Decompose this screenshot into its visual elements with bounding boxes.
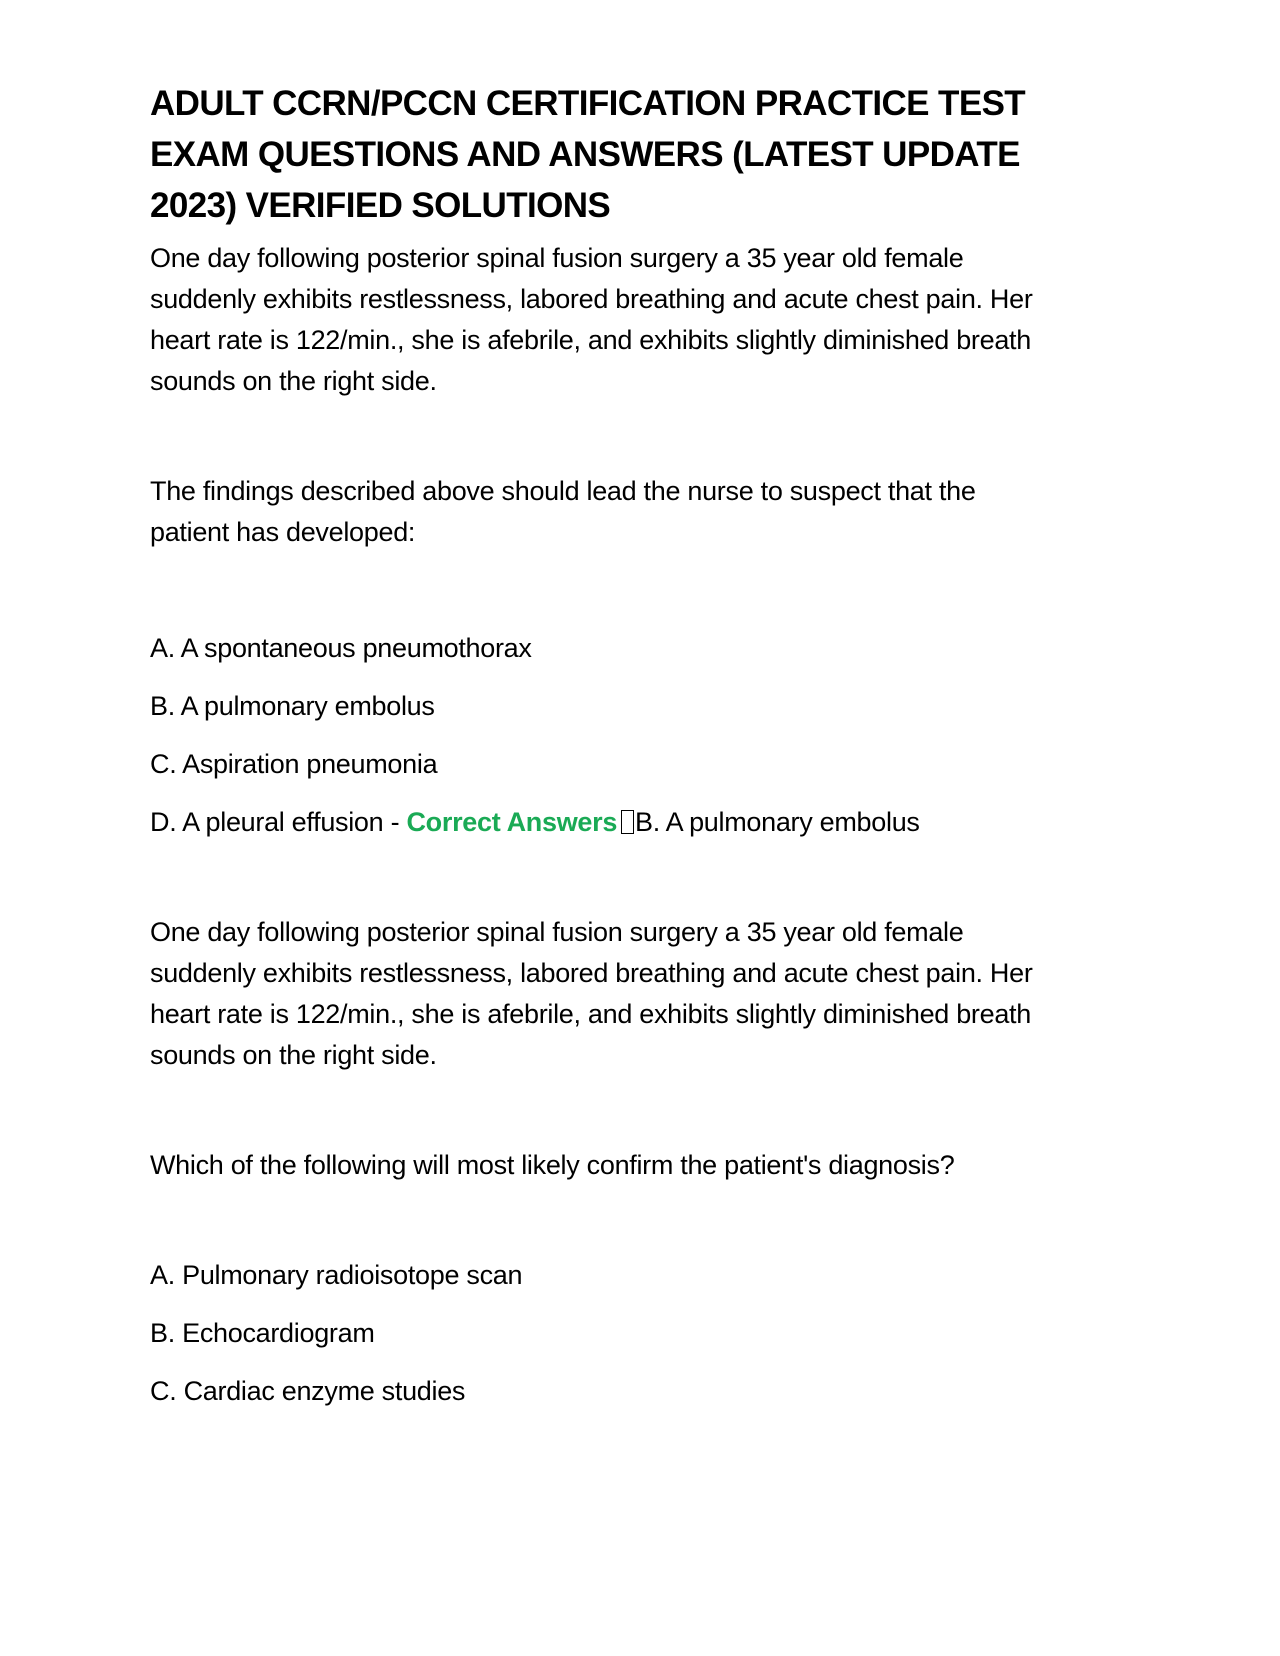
q1-scenario-line: heart rate is 122/min., she is afebrile, and exhibits slightly diminished breath [150, 325, 1031, 355]
q1-prompt [150, 471, 1150, 553]
q2-option-b: B. Echocardiogram [150, 1318, 375, 1348]
q2-scenario-line: suddenly exhibits restlessness, labored breathing and acute chest pain. Her [150, 958, 1033, 988]
title-line: ADULT CCRN/PCCN CERTIFICATION PRACTICE TEST [150, 84, 1026, 123]
missing-glyph-box-icon [621, 810, 634, 834]
q2-scenario [150, 912, 1150, 1076]
q1-scenario-line: sounds on the right side. [150, 366, 437, 396]
correct-answers-label: Correct Answers [406, 807, 618, 837]
q2-option-a: A. Pulmonary radioisotope scan [150, 1260, 523, 1290]
q1-option-c: C. Aspiration pneumonia [150, 749, 438, 779]
q1-prompt-line: patient has developed: [150, 517, 416, 547]
q2-option-c: C. Cardiac enzyme studies [150, 1376, 466, 1406]
q1-option-a: A. A spontaneous pneumothorax [150, 633, 532, 663]
q1-prompt-line: The findings described above should lead the nurse to suspect that the [150, 476, 976, 506]
q1-scenario [150, 238, 1150, 402]
q2-scenario-line: heart rate is 122/min., she is afebrile, and exhibits slightly diminished breath [150, 999, 1031, 1029]
document-title [150, 78, 1150, 231]
q1-option-d: D. A pleural effusion - [150, 807, 407, 837]
title-line: EXAM QUESTIONS AND ANSWERS (LATEST UPDATE [150, 135, 1020, 174]
q2-scenario-line: One day following posterior spinal fusion surgery a 35 year old female [150, 917, 964, 947]
q1-scenario-line: suddenly exhibits restlessness, labored breathing and acute chest pain. Her [150, 284, 1033, 314]
document-page [150, 78, 1150, 1412]
q1-scenario-line: One day following posterior spinal fusion surgery a 35 year old female [150, 243, 964, 273]
q2-scenario-line: sounds on the right side. [150, 1040, 437, 1070]
title-line: 2023) VERIFIED SOLUTIONS [150, 186, 611, 225]
q1-option-b: B. A pulmonary embolus [150, 691, 435, 721]
q1-answer: B. A pulmonary embolus [635, 807, 920, 837]
q1-option-d-with-answer [150, 802, 1150, 843]
q2-prompt: Which of the following will most likely confirm the patient's diagnosis? [150, 1150, 955, 1180]
